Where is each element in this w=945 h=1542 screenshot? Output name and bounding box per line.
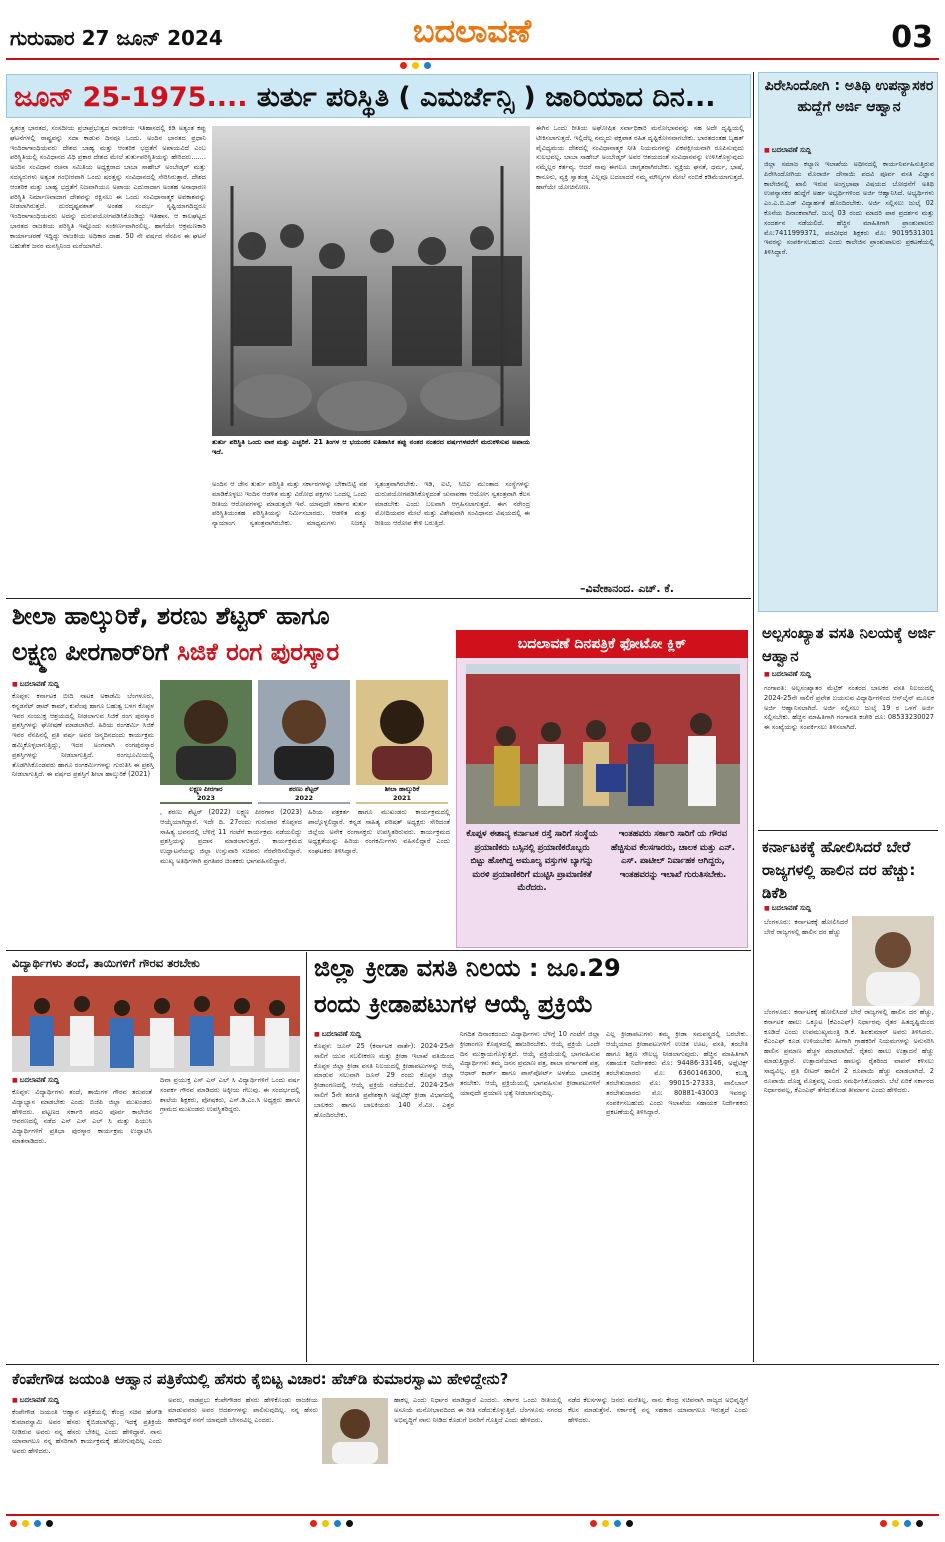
emergency-column-3: ಈಗಿನ ಒಂದು ರೀತಿಯ ಅಘೋಷಿತ ಸರ್ವಾಧಿಕಾರಿ ಮನೋಭಾವವನ್ನು ಸಹ ಅದೇ ದೃಷ್ಟಿಯಲ್ಲಿ ಟೀಕಿಸಲಾಗುತ್ತದೆ. ಇಲ್ಲಿದೆಲ್ಲ ನಮ್ಮದು ಪಕ್ಷಪಾತ ರಹಿತ ದೃಷ್ಟಿಕೋನವಾಗಬೇಕು. ಭಾರತದಂತಹ ಬೃಹತ್ ವೈವಿಧ್ಯಮಯ ದೇಶದಲ್ಲಿ ಸಂವಿಧಾನಾತ್ಮಕ ನೀತಿ ನಿಯಮಗಳನ್ನು ಏಕಪಕ್ಷೀಯವಾಗಿ ರೂಪಿಸುವುದು ಸುಲಭವಲ್ಲ. ಬಾಬಾ ಸಾಹೇಬ್ ಅಂಬೇಡ್ಕರ್ ಅವರ ಆಶಯದಂತೆ ಸಂವಿಧಾನವನ್ನು ಉಳಿಸಿಕೊಳ್ಳುವುದು ನಮ್ಮೆಲ್ಲರ ಕರ್ತವ್ಯ. ಆದರೆ ನಾವು ಈಗಲೂ ಜಾಗೃತರಾಗಿರಬೇಕು. ವ್ಯಕ್ತಿಯ ಘನತೆ, ಧರ್ಮ, ಭಾಷೆ, ಕಾನೂನು, ವ್ಯಕ್ತಿ ಸ್ವಾತಂತ್ರ್ಯ ಎಲ್ಲವೂ ಬದಲಾದರೆ ನಮ್ಮ ಮೌಲ್ಯಗಳ ಮೇಲೆ ನಂಬಿಕೆ ಕಡಿಮೆಯಾಗುತ್ತದೆ. ಹಾಗೆಯೇ ಯೋಚಿಸೋಣ. bbox=[536, 124, 744, 191]
award-headline-prize: ಸಿಜಿಕೆ ರಂಗ ಪುರಸ್ಕಾರ bbox=[177, 638, 340, 666]
emergency-headline-date: ಜೂನ್ 25-1975.... bbox=[14, 82, 248, 113]
minority-hostel-byline: ■ ಬದಲಾವಣೆ ಸುದ್ದಿ bbox=[764, 670, 811, 679]
students-text-left: ಕೊಪ್ಪಳ: ವಿದ್ಯಾರ್ಥಿಗಳು ತಂದೆ, ತಾಯಿಗಳ ಗೌರವ ತರುವಂತೆ ವಿದ್ಯಾಭ್ಯಾಸ ಮಾಡಬೇಕು ಎಂದು ಬಿಜೆಪಿ ಜಿಲ್ಲಾ ಮುಖಂಡರು ಹೇಳಿದರು. ಪಟ್ಟಣದ ಸರ್ಕಾರಿ ಪದವಿ ಪೂರ್ವ ಕಾಲೇಜಿನ ಆವರಣದಲ್ಲಿ ನಡೆದ ಎಸ್ ಎಸ್ ಎಲ್ ಸಿ ಮತ್ತು ಪಿಯುಸಿ ವಿದ್ಯಾರ್ಥಿಗಳಿಗೆ ಪ್ರತಿಭಾ ಪುರಸ್ಕಾರ ಕಾರ್ಯಕ್ರಮ ಉದ್ಘಾಟಿಸಿ ಮಾತನಾಡಿದರು. bbox=[12, 1088, 152, 1145]
award-headline-names: ಲಕ್ಷ್ಮಣ ಪೀರಗಾರ್‌ರಿಗೆ bbox=[12, 638, 178, 666]
emergency-headline-text: ತುರ್ತು ಪರಿಸ್ಥಿತಿ ( ಎಮರ್ಜೆನ್ಸಿ ) ಜಾರಿಯಾದ ದಿನ... bbox=[247, 82, 716, 113]
sports-byline: ■ ಬದಲಾವಣೆ ಸುದ್ದಿ bbox=[314, 1030, 361, 1039]
guest-lecturer-headline: ಪಿರೇಸಿಂದೋಗಿ : ಅತಿಥಿ ಉಪನ್ಯಾಸಕರ ಹುದ್ದೆಗೆ ಅರ್ಜಿ ಆಹ್ವಾನ bbox=[764, 78, 934, 115]
kempegowda-headline: ಕೆಂಪೇಗೌಡ ಜಯಂತಿ ಆಹ್ವಾನ ಪತ್ರಿಕೆಯಲ್ಲಿ ಹೆಸರು ಕೈಬಿಟ್ಟ ವಿಚಾರ: ಹೆಚ್‌ಡಿ ಕುಮಾರಸ್ವಾಮಿ ಹೇಳಿದ್ದೇನು? bbox=[12, 1370, 509, 1388]
award-text-mid: , ಶರಣು ಶೆಟ್ಟರ್ (2022) ಲಕ್ಷ್ಮಣ ಪೀರಗಾರ (2023) ಆಯ್ಕೆಯಾಗಿದ್ದಾರೆ. ಇದೇ ದಿ. 27ರಂದು ಗುರುವಾರ ಕೊಪ್ಪಳದ ಸಾಹಿತ್ಯ ಭವನದಲ್ಲಿ ಬೆಳಿಗ್ಗೆ 11 ಗಂಟೆಗೆ ಕಾರ್ಯಕ್ರಮ ನಡೆಯಲಿದ್ದು ಪ್ರಶಸ್ತಿಯನ್ನು ಪ್ರದಾನ ಮಾಡಲಾಗುತ್ತದೆ. ಕಾರ್ಯಕ್ರಮದ ಉದ್ಘಾಟನೆಯನ್ನು ಜಿಲ್ಲಾ ಉಸ್ತುವಾರಿ ಸಚಿವರು ನೆರವೇರಿಸಲಿದ್ದಾರೆ. ಮುಖ್ಯ ಅತಿಥಿಗಳಾಗಿ ಪ್ರಗತಿಪರ ಚಿಂತಕರು ಭಾಗವಹಿಸಲಿದ್ದಾರೆ. bbox=[160, 808, 302, 865]
award-headline-line-2 bbox=[12, 638, 339, 666]
kempegowda-column-2: ಅವರು, ನಾಡಪ್ರಭು ಕೆಂಪೇಗೌಡರ ಹೆಸರು ಹೇಳಿಕೊಂಡು ರಾಜಕೀಯ ಮಾಡುವವರು ಅವರ ಆದರ್ಶಗಳನ್ನು ಪಾಲಿಸುವುದಿಲ್ಲ. ನನ್ನ ಹೆಸರು ಹಾಕದಿದ್ದರೆ ನನಗೆ ಯಾವುದೇ ಬೇಸರವಿಲ್ಲ ಎಂದರು. bbox=[168, 1396, 318, 1424]
award-photo-sharanu-caption: ಶರಣು ಶೆಟ್ಟರ್ bbox=[288, 785, 320, 793]
dk-shivakumar-photo bbox=[852, 916, 934, 1006]
emergency-column-1: ಸ್ವತಂತ್ರ ಭಾರತದ, ಸಂಸದೀಯ ಪ್ರಜಾಪ್ರಭುತ್ವದ ರಾಜಕೀಯ ಇತಿಹಾಸದಲ್ಲಿ ಕಿಡಿ ಅತ್ಯಂತ ಕಪ್ಪು ಘಟನೆಗಳಲ್ಲಿ ರಾಷ್ಟ್ರವನ್ನು ಸದಾ ಕಾಡುವ ದಿನವೂ ಒಂದು. ಅಂದಿನ ಭಾರತದ ಪ್ರಧಾನಿ ಇಂದಿರಾಗಾಂಧಿಯವರು ದೇಶದ ಬಾಹ್ಯ ಮತ್ತು ಆಂತರಿಕ ಭದ್ರತೆಗೆ ಅಪಾಯವಿದೆ ಎಂಬ ಪರಿಸ್ಥಿತಿಯಲ್ಲಿ ಸಂವಿಧಾನದ ವಿಧಿ ಪ್ರಕಾರ ದೇಶದ ಮೇಲೆ ತುರ್ತುಪರಿಸ್ಥಿತಿಯನ್ನು ಹೇರಿದರು....... ಅಂದಿನ ಸಂವಿಧಾನ ರಚನಾ ಸಮಿತಿಯ ಅಧ್ಯಕ್ಷರಾದ ಬಾಬಾ ಸಾಹೇಬ್ ಅಂಬೇಡ್ಕರ್ ಮತ್ತು ಸದಸ್ಯರುಗಳು ಅತ್ಯಂತ ಗಂಭೀರವಾಗಿ ಒಂದು ಷರತ್ತನ್ನು ಸಂವಿಧಾನದಲ್ಲಿ ಸೇರಿಸಿರುತ್ತಾರೆ. ದೇಶದ ಆಂತರಿಕ ಮತ್ತು ಬಾಹ್ಯ ಭದ್ರತೆಗೆ ನಿಜವಾಗಿಯೂ ಅಪಾಯ ಎದುರಾದಾಗ ಅಂತಹ ಅಸಾಧಾರಣ ಪರಿಸ್ಥಿತಿ ನಿರ್ಮಾಣವಾದಾಗ ದೇಶವನ್ನು ರಕ್ಷಿಸಲು ಈ ಒಂದು ಸಂವಿಧಾನಾತ್ಮಕ ಅವಕಾಶವನ್ನು ನೀಡಲಾಗಿರುತ್ತದೆ. ದುರದೃಷ್ಟವಶಾತ್ ಅಂತಹ ಸಂದರ್ಭ ಸೃಷ್ಟಿಯಾಗದಿದ್ದರೂ ಇಂದಿರಾಗಾಂಧಿಯವರು ಅದನ್ನು ದುರುಪಯೋಗಪಡಿಸಿಕೊಂಡಿದ್ದು ಇತಿಹಾಸ. ಆ ಕಾಲಘಟ್ಟದ ಭಾರತದ ರಾಜಕೀಯ ಪರಿಸ್ಥಿತಿ ಇಷ್ಟೊಂದು ಸಂಕೀರ್ಣವಾಗಿರಲಿಲ್ಲ. ಹಾಗೆಯೇ ಆಕ್ರಮಣಕಾರಿ ಕಾರ್ಯಾಚರಣೆ ಇದ್ದಿದ್ದು ರಾಜಕೀಯ ಅಧಿಕಾರ ದಾಹ. 50 ನೇ ವರ್ಷದ ನೆನಪಿನ ಈ ಘಟನೆ ಬಹುತೇಕ ಜನರ ಮನಸ್ಸಿನಿಂದ ಮರೆಯಾಗಿದೆ. bbox=[10, 124, 206, 250]
section-divider-1 bbox=[6, 598, 751, 599]
milk-price-text-intro: ಬೆಂಗಳೂರು: ಕರ್ನಾಟಕಕ್ಕೆ ಹೋಲಿಸಿದರೆ ಬೇರೆ ರಾಜ್ಯಗಳಲ್ಲಿ ಹಾಲಿನ ದರ ಹೆಚ್ಚು bbox=[764, 918, 848, 936]
emergency-photo-caption: ತುರ್ತು ಪರಿಸ್ಥಿತಿ ಒಂದು ವಾಕ ಮತ್ತು ಎಚ್ಚರಿಕೆ. 21 ತಿಂಗಳ ಆ ಭಯಂಕರ ಐತಿಹಾಸಿಕ ತಪ್ಪು ನಂತರ ನಂತರದ ವರ್ಷಗಳವರೆಗೆ ಮರುಕಳಿಸುವ ಅಪಾಯ ಇದೆ. bbox=[212, 438, 530, 456]
page-number: 03 bbox=[891, 20, 933, 55]
emergency-headline bbox=[14, 82, 716, 114]
footer-dots-right bbox=[880, 1520, 923, 1527]
masthead-dots bbox=[400, 62, 431, 69]
milk-price-byline: ■ ಬದಲಾವಣೆ ಸುದ್ದಿ bbox=[764, 904, 811, 913]
award-photo-lakshmana bbox=[160, 680, 252, 804]
footer-dots-mid-right bbox=[590, 1520, 633, 1527]
right-divider-1 bbox=[758, 830, 938, 831]
award-headline-line-1: ಶೀಲಾ ಹಾಲ್ಕುರಿಕೆ, ಶರಣು ಶೆಟ್ಟರ್ ಹಾಗೂ bbox=[12, 602, 330, 630]
award-photo-lakshmana-year: 2023 bbox=[196, 794, 216, 802]
photo-click-banner: ಬದಲಾವಣೆ ದಿನಪತ್ರಿಕೆ ಫೋಟೋ ಕ್ಲಿಕ್ bbox=[456, 630, 748, 658]
sports-column-2: ನಿಗದಿತ ದಿನಾಂಕದಂದು ವಿದ್ಯಾರ್ಥಿಗಳು ಬೆಳಿಗ್ಗೆ 10 ಗಂಟೆಗೆ ಜಿಲ್ಲಾ ಕ್ರೀಡಾಂಗಣ ಕೊಪ್ಪಳದಲ್ಲಿ ಹಾಜರಿರಬೇಕು. ಆಯ್ಕೆ ಪ್ರಕ್ರಿಯೆ ಒಂದೇ ದಿನ ಮುಕ್ತಾಯಗೊಳ್ಳುತ್ತದೆ. ಆಯ್ಕೆ ಪ್ರಕ್ರಿಯೆಯಲ್ಲಿ ಭಾಗವಹಿಸುವ ವಿದ್ಯಾರ್ಥಿಗಳು ತಮ್ಮ ಜನನ ಪ್ರಮಾಣ ಪತ್ರ, ಶಾಲಾ ವರ್ಗಾವಣೆ ಪತ್ರ, ಆಧಾರ್ ಕಾರ್ಡ್ ಹಾಗೂ ಪಾಸ್‌ಪೋರ್ಟ್ ಅಳತೆಯ ಭಾವಚಿತ್ರ ತರಬೇಕು. ಆಯ್ಕೆ ಪ್ರಕ್ರಿಯೆಯಲ್ಲಿ ಭಾಗವಹಿಸುವ ಕ್ರೀಡಾಪಟುಗಳಿಗೆ ಯಾವುದೇ ಪ್ರಯಾಣ ಭತ್ಯೆ ನೀಡಲಾಗುವುದಿಲ್ಲ. bbox=[460, 1030, 600, 1097]
emergency-author: –ವಿವೇಕಾನಂದ. ಎಚ್. ಕೆ. bbox=[580, 582, 674, 595]
emergency-photo bbox=[212, 126, 530, 436]
milk-price-headline: ಕರ್ನಾಟಕಕ್ಕೆ ಹೋಲಿಸಿದರೆ ಬೇರೆ ರಾಜ್ಯಗಳಲ್ಲಿ ಹಾಲಿನ ದರ ಹೆಚ್ಚು: ಡಿಕೆಶಿ bbox=[762, 838, 916, 902]
award-photo-sheela-year: 2021 bbox=[392, 794, 412, 802]
svg-text:ಬದಲಾವಣೆ: ಬದಲಾವಣೆ bbox=[412, 12, 532, 50]
award-photo-sheela bbox=[356, 680, 448, 804]
students-headline: ವಿದ್ಯಾರ್ಥಿಗಳು ತಂದೆ, ತಾಯಿಗಳಿಗೆ ಗೌರವ ತರಬೇಕು bbox=[12, 956, 200, 970]
masthead-rule bbox=[6, 58, 939, 60]
kempegowda-column-3: ಹಾಕಲ್ಲ ಎಂದು ನಿರ್ಧಾರ ಮಾಡಿದ್ದಾರೆ ಎಂದರು. ಸರ್ಕಾರ ಒಂದು ರೀತಿಯಲ್ಲಿ ಅಸೂಯೆ ಮನೋಭಾವದಿಂದ ಈ ರೀತಿ ನಡೆದುಕೊಳ್ಳುತ್ತಿದೆ. ಬೆಂಗಳೂರು ನಗರದ ಅಭಿವೃದ್ಧಿಗೆ ನಾನು ನೀಡಿದ ಕೊಡುಗೆ ಜನರಿಗೆ ಗೊತ್ತಿದೆ ಎಂದು ಹೇಳಿದರು. bbox=[394, 1396, 562, 1424]
sports-headline-line-2: ರಂದು ಕ್ರೀಡಾಪಟುಗಳ ಆಯ್ಕೆ ಪ್ರಕ್ರಿಯೆ bbox=[314, 990, 594, 1018]
section-divider-3 bbox=[6, 1364, 939, 1365]
photo-click-caption-right: ಇಂತಹವರು ಸರ್ಕಾರಿ ಸಾರಿಗೆ ಯ ಗೌರವ ಹೆಚ್ಚಿಸುವ ಕೆಲಸಗಾರರು, ಚಾಲಕ ಮತ್ತು ಎನ್. ಎಸ್. ಪಾಟೀಲ್ ನಿರ್ವಾಹಕ ಆಗಿದ್ದರು, ಇಂತಹವರನ್ನು ಇಲಾಖೆ ಗುರುತಿಸಬೇಕು. bbox=[610, 829, 736, 880]
award-photo-sharanu bbox=[258, 680, 350, 804]
right-column-divider bbox=[753, 72, 754, 1362]
award-photo-sharanu-year: 2022 bbox=[294, 794, 314, 802]
guest-lecturer-text: ಜಿಲ್ಲಾ ಸಮಾಜ ಕಲ್ಯಾಣ ಇಲಾಖೆಯ ಅಧೀನದಲ್ಲಿ ಕಾರ್ಯನಿರ್ವಹಿಸುತ್ತಿರುವ ಪಿರೇಸಿಂದೋಗಿಯ ಮೊರಾರ್ಜಿ ದೇಸಾಯಿ ಪದವಿ ಪೂರ್ವ ವಸತಿ ವಿಜ್ಞಾನ ಕಾಲೇಜಿನಲ್ಲಿ ಖಾಲಿ ಇರುವ ಅಂಗ್ಲಭಾಷಾ ವಿಷಯದ ಬೋಧನೆಗೆ ಅತಿಥಿ ಉಪನ್ಯಾಸಕರ ಹುದ್ದೆಗೆ ಅರ್ಹ ಅಭ್ಯರ್ಥಿಗಳಿಂದ ಅರ್ಜಿ ಆಹ್ವಾನಿಸಿದೆ. ಅಭ್ಯರ್ಥಿಗಳು ಎಂ.ಎ.ಬಿ.ಎಡ್ ವಿದ್ಯಾರ್ಹತೆ ಹೊಂದಿರಬೇಕು. ಅರ್ಜಿ ಸಲ್ಲಿಸಲು ಜುಲೈ 02 ಕೊನೆಯ ದಿನಾಂಕವಾಗಿದೆ. ಜುಲೈ 03 ರಂದು ಮಾದರಿ ಪಾಠ ಪ್ರದರ್ಶನ ಮತ್ತು ಸಂದರ್ಶನ ನಡೆಯಲಿದೆ. ಹೆಚ್ಚಿನ ಮಾಹಿತಿಗಾಗಿ ಪ್ರಾಂಶುಪಾಲರು ಮೊ:7411999371, ಪದವೀಧರ ಶಿಕ್ಷಕರು ಮೊ: 9019531301 ಇವರನ್ನು ಸಂಪರ್ಕಿಸಬಹುದು ಎಂದು ಕಾಲೇಜಿನ ಪ್ರಾಂಶುಪಾಲರು ಪ್ರಕಟಣೆಯಲ್ಲಿ ತಿಳಿಸಿದ್ದಾರೆ. bbox=[764, 160, 934, 257]
footer-dots-mid-left bbox=[310, 1520, 353, 1527]
students-divider bbox=[306, 952, 307, 1362]
award-text-left: ಕೊಪ್ಪಳ: ಕರ್ನಾಟಕ ಬೀದಿ ನಾಟಕ ಅಕಾಡೆಮಿ ಬೆಂಗಳೂರು, ಕನ್ನಡನೆಟ್ ಡಾಟ್ ಕಾಮ್, ಕುವೆಂಪು ಹಾಗೂ ಬಹುತ್ವ ಬಳಗ ಕೊಪ್ಪಳ ಇವರ ಸಂಯುಕ್ತ ಆಶ್ರಯದಲ್ಲಿ ನೀಡಲಾಗುವ ಸಿಜಿಕೆ ರಂಗ ಪುರಸ್ಕಾರ ಪ್ರಶಸ್ತಿಗಳನ್ನು ಘೋಷಣೆ ಮಾಡಲಾಗಿದೆ. ಹಿರಿಯ ರಂಗಕರ್ಮಿ ಸಿಜಿಕೆ ಇವರ ನೆನಪಿನಲ್ಲಿ ಪ್ರತಿ ವರ್ಷ ಅವರ ಜನ್ಮದಿನದಂದು ಕಾರ್ಯಕ್ರಮ ಹಮ್ಮಿಕೊಳ್ಳಲಾಗುತ್ತಿದ್ದು, ಇದರ ಅಂಗವಾಗಿ ರಂಗಪುರಸ್ಕಾರ ಪ್ರಶಸ್ತಿಗಳನ್ನು ನೀಡಲಾಗುತ್ತಿದೆ. ರಂಗಭೂಮಿಯಲ್ಲಿ ತೊಡಗಿಸಿಕೊಂಡವರು ಹಾಗೂ ರಂಗಕರ್ಮಿಗಳನ್ನು ಗುರುತಿಸಿ ಈ ಪ್ರಶಸ್ತಿ ನೀಡಲಾಗುತ್ತಿದೆ. ಈ ವರ್ಷದ ಪ್ರಶಸ್ತಿಗೆ ಶೀಲಾ ಹಾಲ್ಕುರಿಕೆ (2021) bbox=[12, 692, 154, 779]
milk-price-text: ಬೆಂಗಳೂರು: ಕರ್ನಾಟಕಕ್ಕೆ ಹೋಲಿಸಿದರೆ ಬೇರೆ ರಾಜ್ಯಗಳಲ್ಲಿ ಹಾಲಿನ ದರ ಹೆಚ್ಚು, ಕರ್ನಾಟಕ ಹಾಲು ಒಕ್ಕೂಟ (ಕೆಎಂಎಫ್) ನಿರ್ಧಾರವು ರೈತರ ಹಿತದೃಷ್ಟಿಯಿಂದ ಕೂಡಿದೆ ಎಂದು ಉಪಮುಖ್ಯಮಂತ್ರಿ ಡಿ.ಕೆ. ಶಿವಕುಮಾರ್ ಅವರು ತಿಳಿಸಿದರು. ಕೆಎಂಎಫ್ ಕೂಡ ಉಳಿಯಬೇಕು ಹೀಗಾಗಿ ಗ್ರಾಹಕರಿಗೆ ನಿಯಮಗಳನ್ನು ಅನುಸರಿಸಿ ಹಾಲಿನ ಪ್ರಮಾಣ ಹೆಚ್ಚಳ ಮಾಡಲಾಗಿದೆ. ರೈತರು ಹಾಲು ಉತ್ಪಾದನೆ ಹೆಚ್ಚು ಮಾಡುತ್ತಿದ್ದಾರೆ. ಉತ್ಪಾದನೆಯಾದ ಹಾಲನ್ನು ರೈತರಿಂದ ವಾಪಸ್ ಕಳಿಸಲು ಸಾಧ್ಯವಿಲ್ಲ. ಪ್ರತಿ ಲೀಟರ್ ಹಾಲಿಗೆ 2 ರೂಪಾಯಿ ಹೆಚ್ಚು ಮಾಡಲಾಗಿದೆ. 2 ರೂಪಾಯಿ ದೊಡ್ಡ ಮೊತ್ತವಲ್ಲ ಎಂದು ಸಮರ್ಥಿಸಿಕೊಂಡರು. ಬೆಲೆ ಏರಿಕೆ ಸರ್ಕಾರದ ನಿರ್ಧಾರವಲ್ಲ, ಕೆಎಂಎಫ್ ತೆಗೆದುಕೊಂಡ ತೀರ್ಮಾನ ಎಂದು ಹೇಳಿದರು. bbox=[764, 1008, 934, 1095]
guest-lecturer-byline: ■ ಬದಲಾವಣೆ ಸುದ್ದಿ bbox=[764, 146, 811, 155]
award-photo-sheela-caption: ಶೀಲಾ ಹಾಲ್ಕುರಿಕೆ bbox=[384, 785, 420, 793]
section-divider-2 bbox=[6, 950, 751, 951]
newspaper-logo bbox=[380, 8, 565, 52]
sports-headline-line-1: ಜಿಲ್ಲಾ ಕ್ರೀಡಾ ವಸತಿ ನಿಲಯ : ಜೂ.29 bbox=[314, 954, 621, 982]
kempegowda-column-1: ಕೆಂಪೇಗೌಡ ಜಯಂತಿ ಆಹ್ವಾನ ಪತ್ರಿಕೆಯಲ್ಲಿ ಕೇಂದ್ರ ಸಚಿವ ಹೆಚ್‌ಡಿ ಕುಮಾರಸ್ವಾಮಿ ಅವರ ಹೆಸರು ಕೈಬಿಡಲಾಗಿದ್ದು, ಇದಕ್ಕೆ ಪ್ರತಿಕ್ರಿಯೆ ನೀಡಿರುವ ಅವರು ನನ್ನ ಹೆಸರು ಬೇಕಿಲ್ಲ ಎಂದು ಹೇಳಿದ್ದಾರೆ. ನಾನು ಯಾವಾಗಲೂ ನನ್ನ ಹೆಸರಿಗಾಗಿ ಕಾರ್ಯಕ್ರಮಕ್ಕೆ ಹೋಗುವುದಿಲ್ಲ ಎಂದು ಅವರು ಹೇಳಿದರು. bbox=[12, 1408, 162, 1456]
students-photo bbox=[12, 976, 300, 1072]
emergency-column-2: ಅಂದಿನ ಆ ಜೇನ ತುರ್ತು ಪರಿಸ್ಥಿತಿ ಮತ್ತು ಸರ್ಕಾರಗಳನ್ನು ಬೇಕಾಬಿಟ್ಟಿ ವಶ ಮಾಡಿಕೊಳ್ಳಲು ಇಂದಿನ ಆಡಳಿತ ಮತ್ತು ವಿರೋಧ ಪಕ್ಷಗಳು ಒಂದಲ್ಲ ಒಂದು ರೀತಿಯ ಆರೋಪಗಳನ್ನು ಮಾಡುತ್ತಲೇ ಇವೆ. ಯಾವುದೇ ಸರ್ಕಾರ ತುರ್ತು ಪರಿಸ್ಥಿತಿಯಂತಹ ಪರಿಸ್ಥಿತಿಯನ್ನು ನಿರ್ಮಿಸಬಾರದು. ಆಡಳಿತ ಮತ್ತು ನ್ಯಾಯಾಂಗ ಸ್ವತಂತ್ರವಾಗಿರಬೇಕು. ಮಾಧ್ಯಮಗಳು ನಿಜಕ್ಕೂ ಸ್ವತಂತ್ರವಾಗಿರಬೇಕು. ಇಡಿ, ಐಟಿ, ಸಿಬಿಐ ಮುಂತಾದ ಸಂಸ್ಥೆಗಳನ್ನು ದುರುಪಯೋಗಪಡಿಸಿಕೊಳ್ಳದಂತೆ ಚುನಾವಣಾ ಆಯೋಗ ಸ್ವತಂತ್ರವಾಗಿ ಕೆಲಸ ಮಾಡಬೇಕು ಎಂದು ಬಲವಾಗಿ ಆಗ್ರಹಿಸಲಾಗುತ್ತದೆ. ಈಗ ನರೇಂದ್ರ ಮೋದಿಯವರ ಮೇಲೆ ಮತ್ತು ವಿಶೇಷವಾಗಿ ಸಂವಿಧಾನದ ವಿಷಯದಲ್ಲಿ ಈ ರೀತಿಯ ಆರೋಪ ಕೇಳಿ ಬರುತ್ತಿದೆ. bbox=[212, 480, 530, 528]
photo-click-caption-left: ಕೊಪ್ಪಳ ಈಶಾನ್ಯ ಕರ್ನಾಟಕ ರಸ್ತೆ ಸಾರಿಗೆ ಸಂಸ್ಥೆಯ ಪ್ರಯಾಣಿಕರು ಬಸ್ಸಿನಲ್ಲಿ ಪ್ರಯಾಣಿಕರೊಬ್ಬರು ಬಿಟ್ಟು ಹೋಗಿದ್ದ ಅಮೂಲ್ಯ ವಸ್ತುಗಳ ಬ್ಯಾಗನ್ನು ಮರಳಿ ಪ್ರಯಾಣಿಕರಿಗೆ ಮುಟ್ಟಿಸಿ ಪ್ರಾಮಾಣಿಕತೆ ಮೆರೆದರು. bbox=[466, 829, 598, 893]
sports-column-3: ಎಲ್ಲ ಕ್ರೀಡಾಪಟುಗಳು ತಮ್ಮ ಕ್ರೀಡಾ ಸಮವಸ್ತ್ರದಲ್ಲಿ ಬರಬೇಕು. ಆಯ್ಕೆಯಾದ ಕ್ರೀಡಾಪಟುಗಳಿಗೆ ಉಚಿತ ಊಟ, ವಸತಿ, ತರಬೇತಿ ಹಾಗೂ ಶಿಕ್ಷಣ ಸೌಲಭ್ಯ ನೀಡಲಾಗುವುದು. ಹೆಚ್ಚಿನ ಮಾಹಿತಿಗಾಗಿ ಸಹಾಯಕ ನಿರ್ದೇಶಕರು ಮೊ: 94486-33146, ಅಥ್ಲೆಟಿಕ್ಸ್ ತರಬೇತುದಾರರು ಮೊ: 6360146300, ಕಬಡ್ಡಿ ತರಬೇತುದಾರರು ಮೊ: 99015-27333, ವಾಲಿಬಾಲ್ ತರಬೇತುದಾರರು ಮೊ: 80881-43003 ಇವರನ್ನು ಸಂಪರ್ಕಿಸಬಹುದು ಎಂದು ಇಲಾಖೆಯ ಸಹಾಯಕ ನಿರ್ದೇಶಕರು ಪ್ರಕಟಣೆಯಲ್ಲಿ ತಿಳಿಸಿದ್ದಾರೆ. bbox=[606, 1030, 748, 1117]
minority-hostel-headline: ಅಲ್ಪಸಂಖ್ಯಾತ ವಸತಿ ನಿಲಯಕ್ಕೆ ಅರ್ಜಿ ಆಹ್ವಾನ bbox=[762, 624, 936, 665]
kempegowda-column-4: ನಡೆದ ಕೆಲಸಗಳನ್ನು ಜನರು ಮರೆತಿಲ್ಲ. ನಾನು ಕೇಂದ್ರ ಸಚಿವನಾಗಿ ರಾಜ್ಯದ ಅಭಿವೃದ್ಧಿಗೆ ಕೆಲಸ ಮಾಡುತ್ತೇನೆ. ಸರ್ಕಾರಕ್ಕೆ ನನ್ನ ಸಹಕಾರ ಯಾವಾಗಲೂ ಇರುತ್ತದೆ ಎಂದು ಹೇಳಿದರು. bbox=[568, 1396, 748, 1424]
students-byline: ■ ಬದಲಾವಣೆ ಸುದ್ದಿ bbox=[12, 1076, 59, 1085]
issue-date: ಗುರುವಾರ 27 ಜೂನ್ 2024 bbox=[10, 26, 223, 50]
kempegowda-byline: ■ ಬದಲಾವಣೆ ಸುದ್ದಿ bbox=[12, 1396, 59, 1405]
award-photo-strip bbox=[160, 680, 450, 804]
award-text-right: ಹಿರಿಯ ಪತ್ರಕರ್ತ ಹಾಗೂ ಮುಖಂಡರು ಕಾರ್ಯಕ್ರಮದಲ್ಲಿ ಪಾಲ್ಗೊಳ್ಳಲಿದ್ದಾರೆ. ಕನ್ನಡ ಸಾಹಿತ್ಯ ಪರಿಷತ್ ಅಧ್ಯಕ್ಷರು ಸೇರಿದಂತೆ ಜಿಲ್ಲೆಯ ಅನೇಕ ರಂಗಾಸಕ್ತರು ಉಪಸ್ಥಿತರಿರುವರು. ಕಾರ್ಯಕ್ರಮದ ಅಧ್ಯಕ್ಷತೆಯನ್ನು ಹಿರಿಯ ರಂಗಕರ್ಮಿಗಳು ವಹಿಸಲಿದ್ದಾರೆ ಎಂದು ಸಂಘಟಕರು ತಿಳಿಸಿದ್ದಾರೆ. bbox=[308, 808, 450, 856]
footer-dots-left bbox=[10, 1520, 53, 1527]
students-text-right: ದಿವಾ ಪ್ರಯುಕ್ತ ಎಸ್ ಎಸ್ ಎಲ್ ಸಿ ವಿದ್ಯಾರ್ಥಿಗಳಿಗೆ ಒಂದು ವರ್ಷ ಸಂಪರ್ಕ ಗೌರವ ಮಾಡಿದರು ಅಕ್ಕೀಯ ಗೆಲುವು. ಈ ಸಂದರ್ಭದಲ್ಲಿ ಶಾಲೆಯ ಶಿಕ್ಷಕರು, ಪೋಷಕರು, ಎಸ್.ಡಿ.ಎಂ.ಸಿ ಅಧ್ಯಕ್ಷರು ಹಾಗೂ ಗ್ರಾಮದ ಮುಖಂಡರು ಉಪಸ್ಥಿತರಿದ್ದರು. bbox=[160, 1076, 300, 1114]
footer-rule bbox=[6, 1514, 939, 1516]
sports-column-1: ಕೊಪ್ಪಳ: ಜೂನ್ 25 (ಕರ್ನಾಟಕ ವಾರ್ತೆ): 2024-25ನೇ ಸಾಲಿಗೆ ಯುವ ಸಬಲೀಕರಣ ಮತ್ತು ಕ್ರೀಡಾ ಇಲಾಖೆ ವತಿಯಿಂದ ಕೊಪ್ಪಳ ಜಿಲ್ಲಾ ಕ್ರೀಡಾ ವಸತಿ ನಿಲಯದಲ್ಲಿ ಕ್ರೀಡಾಪಟುಗಳನ್ನು ಆಯ್ಕೆ ಮಾಡುವ ಸಲುವಾಗಿ ಜೂನ್ 29 ರಂದು ಕೊಪ್ಪಳ ಜಿಲ್ಲಾ ಕ್ರೀಡಾಂಗಣದಲ್ಲಿ ಆಯ್ಕೆ ಪ್ರಕ್ರಿಯೆ ನಡೆಯಲಿದೆ. 2024-25ನೇ ಸಾಲಿಗೆ 5ನೇ ತರಗತಿ ಪ್ರವೇಶಕ್ಕಾಗಿ ಅಥ್ಲೆಟಿಕ್ಸ್ ಕ್ರೀಡಾ ವಿಭಾಗದಲ್ಲಿ ಬಾಲಕರು ಹಾಗೂ ಬಾಲಕಿಯರು 140 ಸೆ.ಮೀ. ಎತ್ತರ ಹೊಂದಿರಬೇಕು. bbox=[314, 1042, 454, 1119]
kumaraswamy-photo bbox=[322, 1398, 388, 1464]
award-photo-lakshmana-caption: ಲಕ್ಷ್ಮಣ ಪೀರಗಾರ bbox=[189, 785, 223, 793]
photo-click-image bbox=[466, 664, 740, 824]
minority-hostel-text: ಗಂಗಾವತಿ: ಅಲ್ಪಸಂಖ್ಯಾತರ ಮೆಟ್ರಿಕ್ ನಂತರದ ಬಾಲಕರ ವಸತಿ ನಿಲಯದಲ್ಲಿ 2024-25ನೇ ಸಾಲಿಗೆ ಪ್ರವೇಶ ಬಯಸುವ ವಿದ್ಯಾರ್ಥಿಗಳಿಂದ ಆನ್‌ಲೈನ್ ಮೂಲಕ ಅರ್ಜಿ ಆಹ್ವಾನಿಸಲಾಗಿದೆ. ಅರ್ಜಿ ಸಲ್ಲಿಸಲು ಜುಲೈ 19 ರ ಒಳಗೆ ಅರ್ಜಿ ಸಲ್ಲಿಸಬೇಕು. ಹೆಚ್ಚಿನ ಮಾಹಿತಿಗಾಗಿ ಗಂಗಾವತಿ ಕಚೇರಿ ದೂ: 08533230027 ಈ ಸಂಖ್ಯೆಯನ್ನು ಸಂಪರ್ಕಿಸಲು ತಿಳಿಸಲಾಗಿದೆ. bbox=[764, 684, 934, 732]
award-byline: ■ ಬದಲಾವಣೆ ಸುದ್ದಿ bbox=[12, 680, 59, 689]
